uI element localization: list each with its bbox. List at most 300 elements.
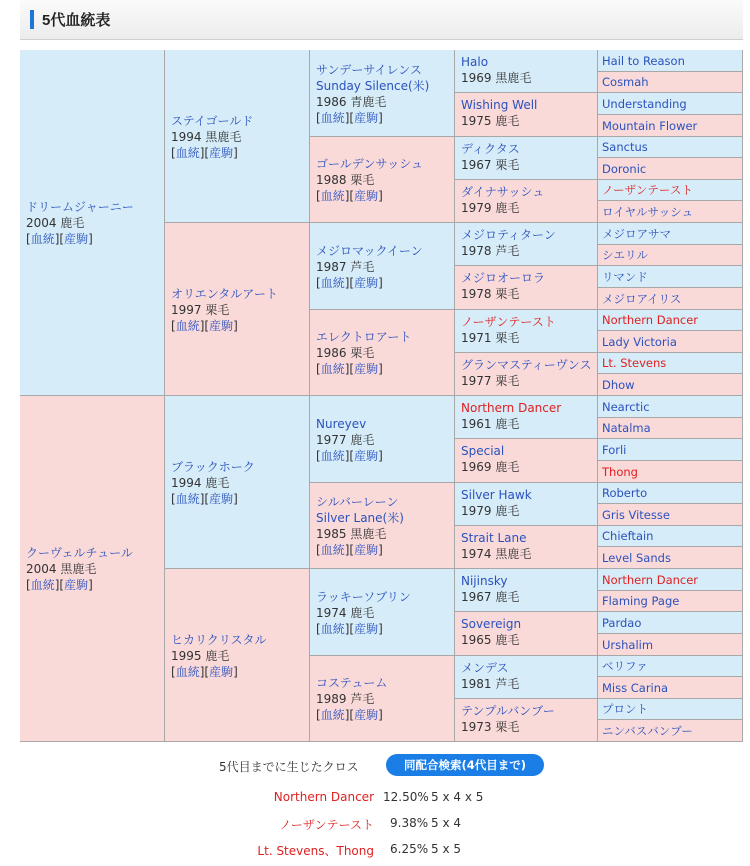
bracket: [ — [316, 189, 321, 203]
progeny-link[interactable]: 産駒 — [354, 276, 379, 290]
horse-birth-info: 1988 栗毛 — [316, 173, 375, 187]
progeny-link[interactable]: 産駒 — [64, 578, 89, 592]
pedigree-cell-gen4 — [455, 50, 598, 93]
horse-links — [171, 491, 305, 507]
cell-content — [602, 139, 738, 155]
bracket: ][ — [199, 492, 210, 506]
horse-name-link[interactable]: グランマスティーヴンス — [461, 358, 592, 372]
horse-links — [171, 145, 305, 161]
cross-percentage: 6.25% — [390, 842, 429, 856]
progeny-link[interactable]: 産駒 — [354, 189, 379, 203]
horse-name-link[interactable]: Miss Carina — [602, 680, 669, 695]
horse-foreign-name-link[interactable]: Sunday Silence(米) — [316, 79, 430, 93]
cell-content — [171, 632, 305, 680]
horse-name-link[interactable]: シエリル — [602, 248, 648, 262]
cell-content — [461, 141, 593, 173]
pedigree-cell-gen2 — [165, 396, 310, 569]
horse-name-link[interactable]: ベリファ — [602, 659, 648, 673]
cross-label: 5代目までに生じたクロス — [219, 760, 359, 774]
cross-row — [0, 816, 750, 834]
pedigree-cell-gen5 — [598, 50, 743, 72]
horse-name-link[interactable]: Pardao — [602, 615, 642, 630]
bracket: ][ — [344, 276, 355, 290]
pedigree-cell-gen3 — [310, 310, 455, 396]
horse-name-link[interactable]: Hail to Reason — [602, 53, 685, 68]
pedigree-cell-gen5 — [598, 245, 743, 266]
bracket: ][ — [199, 319, 210, 333]
horse-birth-info: 1977 鹿毛 — [316, 433, 375, 447]
horse-name-link[interactable]: ディクタス — [461, 142, 520, 156]
cell-content — [602, 377, 738, 393]
pedigree-cell-gen1 — [20, 50, 165, 396]
horse-name-link[interactable]: サンデーサイレンス — [316, 63, 422, 77]
cell-content — [461, 357, 593, 389]
bracket: [ — [316, 111, 321, 125]
cell-content — [461, 400, 593, 432]
bracket: ] — [233, 146, 238, 160]
pedigree-link[interactable]: 血統 — [30, 578, 55, 592]
cross-generations: 5 x 5 — [431, 842, 461, 856]
pedigree-link[interactable]: 血統 — [320, 622, 345, 636]
bracket: [ — [316, 362, 321, 376]
cell-content — [461, 54, 593, 86]
cell-content — [602, 615, 738, 631]
horse-birth-info: 1994 鹿毛 — [171, 476, 230, 490]
bracket: ] — [378, 276, 383, 290]
pedigree-cell-gen4 — [455, 93, 598, 137]
pedigree-link[interactable]: 血統 — [320, 543, 345, 557]
horse-birth-info: 2004 鹿毛 — [26, 216, 85, 230]
horse-name-link[interactable]: Gris Vitesse — [602, 507, 670, 522]
cell-content — [461, 314, 593, 346]
pedigree-cell-gen4 — [455, 396, 598, 439]
same-mating-search-button[interactable]: 同配合検索(4代目まで) — [386, 754, 544, 776]
cross-percentage: 9.38% — [390, 816, 429, 830]
cell-content — [171, 286, 305, 334]
progeny-link[interactable]: 産駒 — [64, 232, 89, 246]
horse-links — [171, 664, 305, 680]
bracket: [ — [26, 578, 31, 592]
horse-name-link[interactable]: ドリームジャーニー — [26, 200, 134, 214]
horse-name-link[interactable]: ステイゴールド — [171, 114, 254, 128]
horse-links — [316, 448, 450, 464]
cell-content — [602, 658, 738, 674]
cell-content — [316, 243, 450, 291]
horse-birth-info: 1961 鹿毛 — [461, 417, 520, 431]
cell-content — [26, 545, 160, 593]
cell-content — [602, 420, 738, 436]
horse-links — [26, 231, 160, 247]
progeny-link[interactable]: 産駒 — [354, 362, 379, 376]
horse-name-link[interactable]: Nearctic — [602, 399, 650, 414]
horse-birth-info: 1978 栗毛 — [461, 287, 520, 301]
cell-content — [602, 204, 738, 220]
horse-name-link[interactable]: コステューム — [316, 676, 388, 690]
pedigree-cell-gen5 — [598, 483, 743, 504]
horse-name-link[interactable]: シルバーレーン — [316, 495, 399, 509]
cell-content — [602, 399, 738, 415]
horse-name-link[interactable]: Understanding — [602, 96, 687, 111]
horse-links — [316, 361, 450, 377]
pedigree-cell-gen2 — [165, 569, 310, 742]
horse-name-link[interactable]: Nureyev — [316, 417, 367, 431]
horse-birth-info: 1979 鹿毛 — [461, 504, 520, 518]
pedigree-cell-gen3 — [310, 50, 455, 137]
horse-name-link[interactable]: Nijinsky — [461, 574, 508, 588]
horse-name-link[interactable]: Special — [461, 444, 505, 458]
horse-name-link[interactable]: メンデス — [461, 661, 509, 675]
cell-content — [461, 227, 593, 259]
bracket: ] — [378, 189, 383, 203]
progeny-link[interactable]: 産駒 — [354, 449, 379, 463]
horse-name-link[interactable]: ダイナサッシュ — [461, 185, 545, 199]
horse-name-link[interactable]: Sanctus — [602, 140, 648, 154]
horse-birth-info: 1985 黒鹿毛 — [316, 527, 387, 541]
horse-birth-info: 1969 鹿毛 — [461, 460, 520, 474]
cell-content — [602, 507, 738, 523]
cross-horse-name[interactable]: Lt. Stevens、Thong — [257, 844, 374, 858]
pedigree-cell-gen4 — [455, 310, 598, 353]
pedigree-link[interactable]: 血統 — [175, 319, 200, 333]
pedigree-cell-gen2 — [165, 50, 310, 223]
horse-name-link[interactable]: Silver Hawk — [461, 488, 532, 502]
cell-content — [461, 573, 593, 605]
cell-content — [461, 184, 593, 216]
pedigree-cell-gen5 — [598, 72, 743, 93]
horse-name-link[interactable]: Forli — [602, 442, 627, 457]
horse-birth-info: 1989 芦毛 — [316, 692, 375, 706]
horse-name-link[interactable]: Flaming Page — [602, 594, 680, 608]
horse-birth-info: 1971 栗毛 — [461, 331, 520, 345]
horse-name-link[interactable]: Strait Lane — [461, 531, 527, 545]
horse-birth-info: 1969 黒鹿毛 — [461, 71, 532, 85]
horse-name-link[interactable]: クーヴェルチュール — [26, 546, 133, 560]
cell-content — [461, 530, 593, 562]
bracket: ] — [88, 232, 93, 246]
horse-birth-info: 1967 鹿毛 — [461, 590, 520, 604]
horse-name-link[interactable]: ノーザンテースト — [602, 183, 693, 197]
progeny-link[interactable]: 産駒 — [209, 146, 234, 160]
pedigree-cell-gen4 — [455, 137, 598, 180]
horse-name-link[interactable]: Cosmah — [602, 75, 649, 89]
horse-birth-info: 1987 芦毛 — [316, 260, 375, 274]
horse-name-link[interactable]: Lt. Stevens — [602, 356, 667, 370]
horse-name-link[interactable]: Lady Victoria — [602, 334, 677, 349]
horse-name-link[interactable]: メジロアサマ — [602, 226, 671, 241]
horse-name-link[interactable]: ロイヤルサッシュ — [602, 204, 694, 219]
bracket: ] — [378, 449, 383, 463]
horse-name-link[interactable]: メジロオーロラ — [461, 271, 546, 285]
horse-birth-info: 1974 黒鹿毛 — [461, 547, 532, 561]
bracket: ] — [378, 708, 383, 722]
horse-name-link[interactable]: プロント — [602, 702, 648, 716]
cell-content — [602, 96, 738, 112]
cell-content — [602, 291, 738, 307]
pedigree-cell-gen5 — [598, 504, 743, 526]
cell-content — [602, 464, 738, 480]
pedigree-link[interactable]: 血統 — [320, 189, 345, 203]
horse-links — [316, 707, 450, 723]
pedigree-cell-gen5 — [598, 634, 743, 656]
pedigree-cell-gen4 — [455, 699, 598, 742]
horse-birth-info: 1973 栗毛 — [461, 720, 520, 734]
pedigree-cell-gen5 — [598, 547, 743, 569]
horse-name-link[interactable]: ヒカリクリスタル — [171, 633, 267, 647]
cell-content — [316, 156, 450, 204]
horse-name-link[interactable]: Roberto — [602, 486, 648, 500]
cell-content — [316, 589, 450, 637]
horse-name-link[interactable]: Urshalim — [602, 637, 654, 652]
horse-birth-info: 1995 鹿毛 — [171, 649, 230, 663]
cell-content — [602, 593, 738, 609]
pedigree-cell-gen5 — [598, 266, 743, 288]
bracket: [ — [316, 449, 321, 463]
bracket: [ — [316, 622, 321, 636]
bracket: ][ — [344, 622, 355, 636]
pedigree-cell-gen3 — [310, 656, 455, 742]
horse-name-link[interactable]: Wishing Well — [461, 98, 538, 112]
horse-birth-info: 1981 芦毛 — [461, 677, 520, 691]
bracket: ] — [233, 665, 238, 679]
pedigree-cell-gen4 — [455, 569, 598, 612]
pedigree-cell-gen5 — [598, 93, 743, 115]
horse-name-link[interactable]: Chieftain — [602, 529, 654, 543]
horse-links — [316, 275, 450, 291]
horse-name-link[interactable]: テンプルバンブー — [461, 704, 555, 718]
cell-content — [461, 703, 593, 735]
cell-content — [316, 62, 450, 126]
horse-name-link[interactable]: Northern Dancer — [602, 572, 699, 587]
pedigree-cell-gen5 — [598, 331, 743, 353]
pedigree-link[interactable]: 血統 — [320, 449, 345, 463]
pedigree-cell-gen4 — [455, 483, 598, 526]
cross-header — [0, 752, 750, 778]
cell-content — [602, 74, 738, 90]
horse-birth-info: 1997 栗毛 — [171, 303, 230, 317]
pedigree-cell-gen4 — [455, 526, 598, 569]
horse-birth-info: 1986 青鹿毛 — [316, 95, 387, 109]
horse-links — [316, 188, 450, 204]
bracket: [ — [171, 319, 176, 333]
pedigree-cell-gen5 — [598, 396, 743, 418]
cell-content — [461, 487, 593, 519]
cross-row — [0, 790, 750, 808]
cell-content — [316, 329, 450, 377]
pedigree-link[interactable]: 血統 — [30, 232, 55, 246]
cell-content — [602, 550, 738, 566]
pedigree-link[interactable]: 血統 — [175, 146, 200, 160]
horse-birth-info: 1977 栗毛 — [461, 374, 520, 388]
horse-birth-info: 1974 鹿毛 — [316, 606, 375, 620]
progeny-link[interactable]: 産駒 — [354, 543, 379, 557]
pedigree-cell-gen3 — [310, 396, 455, 483]
cell-content — [26, 199, 160, 247]
horse-name-link[interactable]: Natalma — [602, 421, 651, 435]
pedigree-cell-gen4 — [455, 180, 598, 223]
bracket: ][ — [344, 449, 355, 463]
pedigree-cell-gen4 — [455, 439, 598, 483]
cell-content — [461, 97, 593, 129]
horse-name-link[interactable]: Level Sands — [602, 550, 671, 565]
horse-name-link[interactable]: Sovereign — [461, 617, 522, 631]
horse-links — [171, 318, 305, 334]
cell-content — [602, 637, 738, 653]
cell-content — [461, 270, 593, 302]
pedigree-cell-gen1 — [20, 396, 165, 742]
pedigree-cell-gen5 — [598, 288, 743, 310]
cell-content — [602, 572, 738, 588]
pedigree-cell-gen5 — [598, 677, 743, 699]
pedigree-cell-gen4 — [455, 656, 598, 699]
cell-content — [316, 675, 450, 723]
pedigree-cell-gen3 — [310, 137, 455, 223]
bracket: ] — [88, 578, 93, 592]
cell-content — [171, 459, 305, 507]
bracket: ][ — [344, 189, 355, 203]
pedigree-link[interactable]: 血統 — [320, 276, 345, 290]
progeny-link[interactable]: 産駒 — [354, 708, 379, 722]
section-title: 5代血統表 — [42, 12, 111, 29]
pedigree-link[interactable]: 血統 — [320, 708, 345, 722]
pedigree-cell-gen4 — [455, 223, 598, 266]
progeny-link[interactable]: 産駒 — [209, 492, 234, 506]
cell-content — [602, 53, 738, 69]
section-header — [20, 0, 743, 40]
horse-name-link[interactable]: ノーザンテースト — [461, 315, 556, 329]
bracket: ][ — [199, 665, 210, 679]
pedigree-cell-gen5 — [598, 374, 743, 396]
cell-content — [602, 680, 738, 696]
horse-birth-info: 1994 黒鹿毛 — [171, 130, 242, 144]
horse-name-link[interactable]: Doronic — [602, 161, 647, 176]
pedigree-link[interactable]: 血統 — [320, 362, 345, 376]
pedigree-link[interactable]: 血統 — [320, 111, 345, 125]
bracket: ][ — [54, 232, 65, 246]
pedigree-cell-gen3 — [310, 569, 455, 656]
horse-birth-info: 2004 黒鹿毛 — [26, 562, 97, 576]
pedigree-link[interactable]: 血統 — [175, 665, 200, 679]
pedigree-cell-gen5 — [598, 223, 743, 245]
bracket: ] — [233, 492, 238, 506]
pedigree-cell-gen5 — [598, 137, 743, 158]
bracket: ][ — [344, 543, 355, 557]
horse-name-link[interactable]: ラッキーソブリン — [316, 590, 411, 604]
cell-content — [602, 723, 738, 739]
cross-horse-name[interactable]: ノーザンテースト — [279, 818, 374, 832]
pedigree-link[interactable]: 血統 — [175, 492, 200, 506]
bracket: [ — [316, 708, 321, 722]
pedigree-cell-gen5 — [598, 461, 743, 483]
pedigree-cell-gen5 — [598, 656, 743, 677]
cell-content — [602, 182, 738, 198]
bracket: [ — [171, 492, 176, 506]
pedigree-cell-gen5 — [598, 720, 743, 742]
bracket: [ — [171, 146, 176, 160]
pedigree-cell-gen5 — [598, 612, 743, 634]
horse-birth-info: 1967 栗毛 — [461, 158, 520, 172]
horse-name-link[interactable]: メジロティターン — [461, 228, 556, 242]
bracket: ][ — [344, 111, 355, 125]
cross-row — [0, 842, 750, 860]
pedigree-cell-gen5 — [598, 353, 743, 374]
horse-name-link[interactable]: オリエンタルアート — [171, 287, 278, 301]
horse-birth-info: 1965 鹿毛 — [461, 633, 520, 647]
horse-name-link[interactable]: ブラックホーク — [171, 460, 255, 474]
horse-birth-info: 1975 鹿毛 — [461, 114, 520, 128]
horse-name-link[interactable]: メジロアイリス — [602, 291, 682, 306]
pedigree-cell-gen4 — [455, 353, 598, 396]
horse-name-link[interactable]: リマンド — [602, 269, 648, 284]
bracket: ] — [378, 622, 383, 636]
bracket: ] — [378, 543, 383, 557]
cell-content — [602, 355, 738, 371]
cell-content — [602, 161, 738, 177]
pedigree-cell-gen5 — [598, 591, 743, 612]
cell-content — [316, 416, 450, 464]
cell-content — [602, 528, 738, 544]
cross-horse-name[interactable]: Northern Dancer — [273, 790, 374, 804]
progeny-link[interactable]: 産駒 — [209, 319, 234, 333]
horse-links — [316, 110, 450, 126]
progeny-link[interactable]: 産駒 — [354, 622, 379, 636]
cross-generations: 5 x 4 — [431, 816, 461, 830]
progeny-link[interactable]: 産駒 — [209, 665, 234, 679]
pedigree-cell-gen5 — [598, 526, 743, 547]
horse-foreign-name-link[interactable]: Silver Lane(米) — [316, 511, 404, 525]
pedigree-cell-gen3 — [310, 483, 455, 569]
pedigree-cell-gen4 — [455, 266, 598, 310]
horse-birth-info: 1979 鹿毛 — [461, 201, 520, 215]
bracket: [ — [316, 543, 321, 557]
pedigree-table — [20, 50, 743, 742]
pedigree-cell-gen5 — [598, 418, 743, 439]
pedigree-cell-gen5 — [598, 180, 743, 201]
pedigree-cell-gen2 — [165, 223, 310, 396]
horse-name-link[interactable]: Thong — [602, 464, 638, 479]
pedigree-cell-gen5 — [598, 439, 743, 461]
horse-links — [26, 577, 160, 593]
bracket: ][ — [344, 708, 355, 722]
progeny-link[interactable]: 産駒 — [354, 111, 379, 125]
horse-name-link[interactable]: ゴールデンサッシュ — [316, 157, 424, 171]
cross-percentage: 12.50% — [383, 790, 429, 804]
horse-name-link[interactable]: Northern Dancer — [461, 401, 562, 415]
horse-name-link[interactable]: メジロマックイーン — [316, 244, 423, 258]
horse-name-link[interactable]: Halo — [461, 55, 489, 69]
horse-birth-info: 1986 栗毛 — [316, 346, 375, 360]
cell-content — [461, 443, 593, 475]
horse-links — [316, 542, 450, 558]
bracket: ] — [378, 111, 383, 125]
horse-name-link[interactable]: エレクトロアート — [316, 330, 412, 344]
pedigree-cell-gen5 — [598, 201, 743, 223]
pedigree-cell-gen5 — [598, 699, 743, 720]
bracket: [ — [171, 665, 176, 679]
horse-links — [316, 621, 450, 637]
cell-content — [602, 247, 738, 263]
cell-content — [602, 226, 738, 242]
horse-name-link[interactable]: ニンバスバンブー — [602, 723, 693, 738]
pedigree-cell-gen4 — [455, 612, 598, 656]
horse-name-link[interactable]: Dhow — [602, 377, 635, 392]
cell-content — [602, 442, 738, 458]
horse-name-link[interactable]: Northern Dancer — [602, 313, 699, 327]
horse-name-link[interactable]: Mountain Flower — [602, 118, 698, 133]
bracket: [ — [316, 276, 321, 290]
pedigree-cell-gen5 — [598, 569, 743, 591]
cell-content — [602, 269, 738, 285]
cell-content — [602, 485, 738, 501]
